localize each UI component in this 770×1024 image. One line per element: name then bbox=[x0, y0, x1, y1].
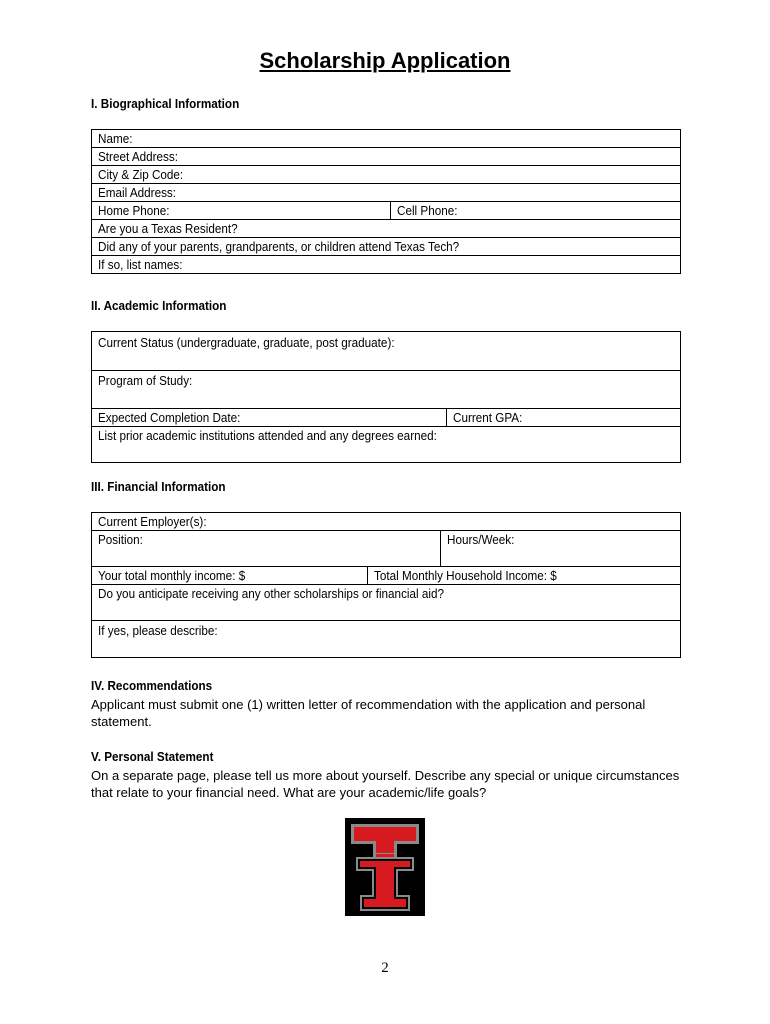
section-heading-academic: II. Academic Information bbox=[91, 298, 227, 313]
page-number: 2 bbox=[381, 960, 389, 976]
academic-table bbox=[91, 331, 681, 463]
street-address-field[interactable]: Street Address: bbox=[92, 148, 681, 166]
city-zip-field[interactable]: City & Zip Code: bbox=[92, 166, 681, 184]
cell-phone-field[interactable]: Cell Phone: bbox=[391, 202, 681, 220]
family-attended-field[interactable]: Did any of your parents, grandparents, or children attend Texas Tech? bbox=[92, 238, 681, 256]
employer-field[interactable]: Current Employer(s): bbox=[92, 513, 681, 531]
program-of-study-field[interactable]: Program of Study: bbox=[92, 371, 681, 409]
hours-week-field[interactable]: Hours/Week: bbox=[441, 531, 681, 567]
financial-table bbox=[91, 512, 681, 658]
other-aid-field[interactable]: Do you anticipate receiving any other scholarships or financial aid? bbox=[92, 585, 681, 621]
section-heading-financial: III. Financial Information bbox=[91, 479, 226, 494]
home-phone-field[interactable]: Home Phone: bbox=[92, 202, 391, 220]
double-t-logo-icon bbox=[345, 818, 425, 916]
section-heading-personal-statement: V. Personal Statement bbox=[91, 749, 214, 764]
email-field[interactable]: Email Address: bbox=[92, 184, 681, 202]
position-field[interactable]: Position: bbox=[92, 531, 441, 567]
name-field[interactable]: Name: bbox=[92, 130, 681, 148]
texas-resident-field[interactable]: Are you a Texas Resident? bbox=[92, 220, 681, 238]
biographical-table bbox=[91, 129, 681, 274]
describe-field[interactable]: If yes, please describe: bbox=[92, 621, 681, 658]
gpa-field[interactable]: Current GPA: bbox=[447, 409, 681, 427]
page-title: Scholarship Application bbox=[259, 48, 511, 73]
section-heading-biographical: I. Biographical Information bbox=[91, 96, 240, 111]
prior-institutions-field[interactable]: List prior academic institutions attended and any degrees earned: bbox=[92, 427, 681, 463]
personal-statement-text: On a separate page, please tell us more about yourself. Describe any special or unique circumstances that relate to your financial need. What are your academic/life goals? bbox=[91, 768, 680, 800]
monthly-income-field[interactable]: Your total monthly income: $ bbox=[92, 567, 368, 585]
household-income-field[interactable]: Total Monthly Household Income: $ bbox=[368, 567, 681, 585]
current-status-field[interactable]: Current Status (undergraduate, graduate, post graduate): bbox=[92, 332, 681, 371]
section-heading-recommendations: IV. Recommendations bbox=[91, 678, 213, 693]
list-names-field[interactable]: If so, list names: bbox=[92, 256, 681, 274]
recommendations-text: Applicant must submit one (1) written letter of recommendation with the application and personal statement. bbox=[91, 697, 646, 729]
completion-date-field[interactable]: Expected Completion Date: bbox=[92, 409, 447, 427]
